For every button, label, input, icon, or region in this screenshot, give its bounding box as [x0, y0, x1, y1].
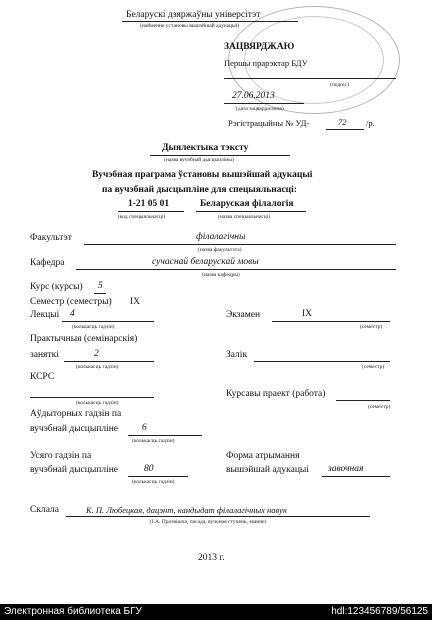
coursework-caption: (семестр) [368, 404, 391, 410]
classroom-caption: (колькасць гадзін) [132, 438, 175, 444]
registration-suffix: /р. [366, 118, 375, 128]
total-underline [128, 476, 188, 477]
signature-line [224, 78, 396, 79]
specialty-name: Беларуская філалогія [200, 199, 294, 209]
form-label-1: Форма атрымання [226, 451, 300, 461]
ksrs-label: КСРС [30, 372, 55, 382]
total-label-1: Усяго гадзін па [30, 451, 92, 461]
discipline-caption: (назва вучэбнай дысцыпліны) [164, 157, 234, 163]
faculty-caption: (назва факультэта) [198, 247, 242, 253]
university-underline [122, 21, 298, 22]
department-value: сучаснай беларускай мовы [152, 257, 259, 267]
registration-underline [326, 129, 364, 130]
semester-value: IX [130, 297, 141, 307]
program-line-2: па вучэбнай дысцыпліне для спецыяльнасці: [102, 185, 297, 195]
library-footer [0, 604, 432, 620]
author-value: К. П. Любецкая, дацэнт, кандыдат філалагічных навук [86, 505, 287, 515]
registration-number: 72 [338, 117, 347, 127]
program-line-1: Вучэбная праграма ўстановы вышэйшай адукацыі [92, 170, 313, 180]
footer-library-name: Электронная библиотека БГУ [4, 606, 142, 617]
date-line [224, 103, 304, 104]
credit-underline [254, 361, 390, 362]
practical-value: 2 [94, 349, 99, 359]
exam-underline [272, 321, 390, 322]
document-year: 2013 г. [198, 553, 225, 563]
total-label-2: вучэбнай дысцыпліне [30, 465, 119, 475]
footer-handle-link[interactable]: hdl:123456789/56125 [331, 606, 428, 617]
specialty-code: 1-21 05 01 [128, 199, 170, 209]
course-underline [94, 293, 106, 294]
total-caption: (колькасць гадзін) [132, 479, 175, 485]
lectures-label: Лекцыі [30, 310, 60, 320]
exam-label: Экзамен [226, 310, 261, 320]
lectures-caption: (колькасць гадзін) [72, 324, 115, 330]
department-label: Кафедра [30, 258, 65, 268]
author-label: Склала [30, 505, 59, 515]
lectures-underline [62, 321, 154, 322]
signature-caption: (подпіс) [330, 82, 349, 88]
department-underline [76, 269, 396, 270]
lectures-value: 4 [70, 309, 75, 319]
practical-label: Практычныя (семінарскія) [30, 334, 138, 344]
discipline-underline [150, 155, 290, 156]
practical-caption: (колькасць гадзін) [76, 364, 119, 370]
faculty-underline [84, 244, 396, 245]
classroom-label-2: вучэбнай дысцыпліне [30, 424, 119, 434]
discipline-title: Дыялектыка тэксту [162, 143, 249, 153]
semester-label: Семестр (семестры) [30, 297, 112, 307]
approval-date: 27.06.2013 [232, 91, 275, 101]
university-name: Беларускі дзяржаўны універсітэт [126, 10, 261, 20]
ksrs-caption: (колькасць гадзін) [76, 400, 119, 406]
department-caption: (назва кафедры) [202, 272, 240, 278]
form-value: завочная [328, 464, 364, 474]
approval-title: ЗАЦВЯРДЖАЮ [224, 42, 295, 52]
registration-label: Рэгістрацыйны № УД- [228, 118, 310, 128]
credit-label: Залік [226, 350, 248, 360]
faculty-value: філалагічны [196, 232, 246, 242]
course-value: 5 [98, 281, 103, 291]
date-caption: (дата зацвярджэння) [236, 106, 284, 112]
author-caption: (І.А. Прозвішча, пасада, вучоная ступень, званне) [150, 519, 267, 525]
exam-caption: (семестр) [360, 324, 383, 330]
total-value: 80 [144, 464, 154, 474]
classroom-underline [128, 435, 202, 436]
form-label-2: вышэйшай адукацыі [226, 465, 309, 475]
coursework-underline [336, 400, 390, 401]
code-caption: (код спецыяльнасці) [118, 214, 166, 220]
approval-position: Першы прарэктар БДУ [224, 58, 308, 68]
classroom-value: 6 [142, 423, 147, 433]
practical-label-2: заняткі [30, 350, 59, 360]
form-underline [322, 476, 390, 477]
author-underline [66, 516, 370, 517]
ksrs-underline [30, 397, 154, 398]
specialty-underline [196, 211, 306, 212]
university-caption: (найменне установы вышэйшай адукацыі) [140, 23, 240, 29]
exam-value: IX [302, 309, 313, 319]
course-label: Курс (курсы) [30, 282, 83, 292]
credit-caption: (семестр) [362, 364, 385, 370]
specialty-caption: (назва спецыяльнасці) [218, 214, 271, 220]
practical-underline [64, 361, 154, 362]
classroom-label-1: Аўдыторных гадзін па [30, 409, 122, 419]
coursework-label: Курсавы праект (работа) [226, 389, 326, 399]
code-underline [118, 211, 184, 212]
faculty-label: Факультэт [30, 233, 72, 243]
